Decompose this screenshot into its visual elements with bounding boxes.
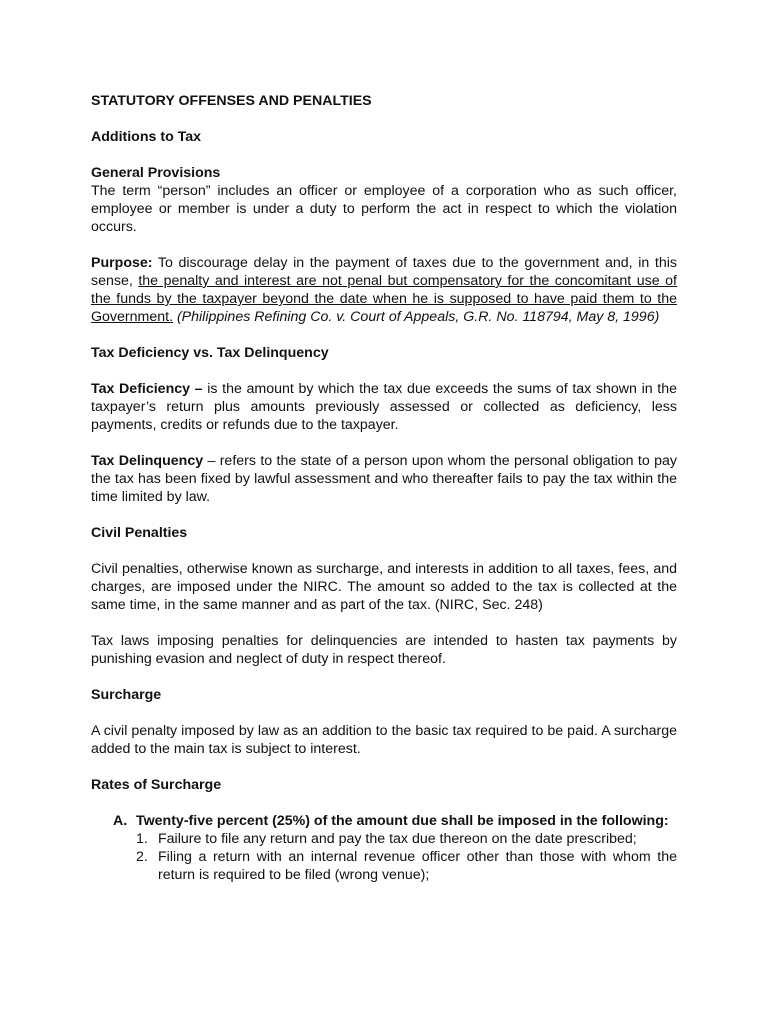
list-marker: A.: [113, 813, 128, 829]
tax-delinquency-text: – refers to the state of a person upon whom the personal obligation to pay the tax has been fixed by lawful assessment and who thereafter fails to pay the tax within the time limited by law.: [91, 453, 677, 505]
purpose-citation: (Philippines Refining Co. v. Court of Appeals, G.R. No. 118794, May 8, 1996): [173, 309, 660, 325]
civil-penalties-paragraph-2: Tax laws imposing penalties for delinquencies are intended to hasten tax payments by punishing evasion and neglect of duty in respect thereof.: [91, 633, 677, 667]
section-title-rates-of-surcharge: Rates of Surcharge: [91, 777, 222, 793]
list-item: [91, 848, 677, 884]
list-item-text: Failure to file any return and pay the tax due thereon on the date prescribed;: [158, 831, 637, 847]
section-title-general-provisions: General Provisions: [91, 165, 221, 181]
list-marker: 2.: [136, 849, 148, 865]
purpose-underlined-text: the penalty and interest are not penal but compensatory for the concomitant use of the funds by the taxpayer beyond the date when he is supposed to have paid them to the Government.: [91, 273, 677, 325]
tax-delinquency-label: Tax Delinquency: [91, 453, 204, 469]
surcharge-text: A civil penalty imposed by law as an addition to the basic tax required to be paid. A surcharge added to the main tax is subject to interest.: [91, 723, 677, 757]
tax-deficiency-text: is the amount by which the tax due exceeds the sums of tax shown in the taxpayer’s return plus amounts previously assessed or collected as deficiency, less payments, credits or refunds due to the taxpayer.: [91, 381, 677, 433]
list-item: [91, 812, 677, 830]
section-title-additions-to-tax: Additions to Tax: [91, 129, 202, 145]
purpose-paragraph: [91, 254, 677, 326]
purpose-text: To discourage delay in the payment of taxes due to the government and, in this sense,: [91, 255, 677, 289]
purpose-label: Purpose:: [91, 255, 153, 271]
section-title-deficiency-vs-delinquency: Tax Deficiency vs. Tax Delinquency: [91, 345, 329, 361]
document-page: [91, 92, 677, 884]
civil-penalties-paragraph-1: Civil penalties, otherwise known as surcharge, and interests in addition to all taxes, fees, and charges, are imposed under the NIRC. The amount so added to the tax is collected at the same time, in the same manner and as part of the tax. (NIRC, Sec. 248): [91, 561, 677, 613]
tax-delinquency-paragraph: [91, 452, 677, 506]
tax-deficiency-label: Tax Deficiency –: [91, 381, 203, 397]
tax-deficiency-paragraph: [91, 380, 677, 434]
list-item-text: Filing a return with an internal revenue officer other than those with whom the return is required to be filed (wrong venue);: [158, 849, 677, 883]
rates-sublist: [91, 830, 677, 884]
document-heading: STATUTORY OFFENSES AND PENALTIES: [91, 93, 372, 109]
list-item: [91, 830, 677, 848]
rates-list: [91, 812, 677, 830]
list-item-text: Twenty-five percent (25%) of the amount due shall be imposed in the following:: [136, 813, 669, 829]
section-title-civil-penalties: Civil Penalties: [91, 525, 188, 541]
section-title-surcharge: Surcharge: [91, 687, 162, 703]
list-marker: 1.: [136, 831, 148, 847]
general-provisions-text: The term “person” includes an officer or employee of a corporation who as such officer, employee or member is under a duty to perform the act in respect to which the violation occurs.: [91, 183, 677, 235]
